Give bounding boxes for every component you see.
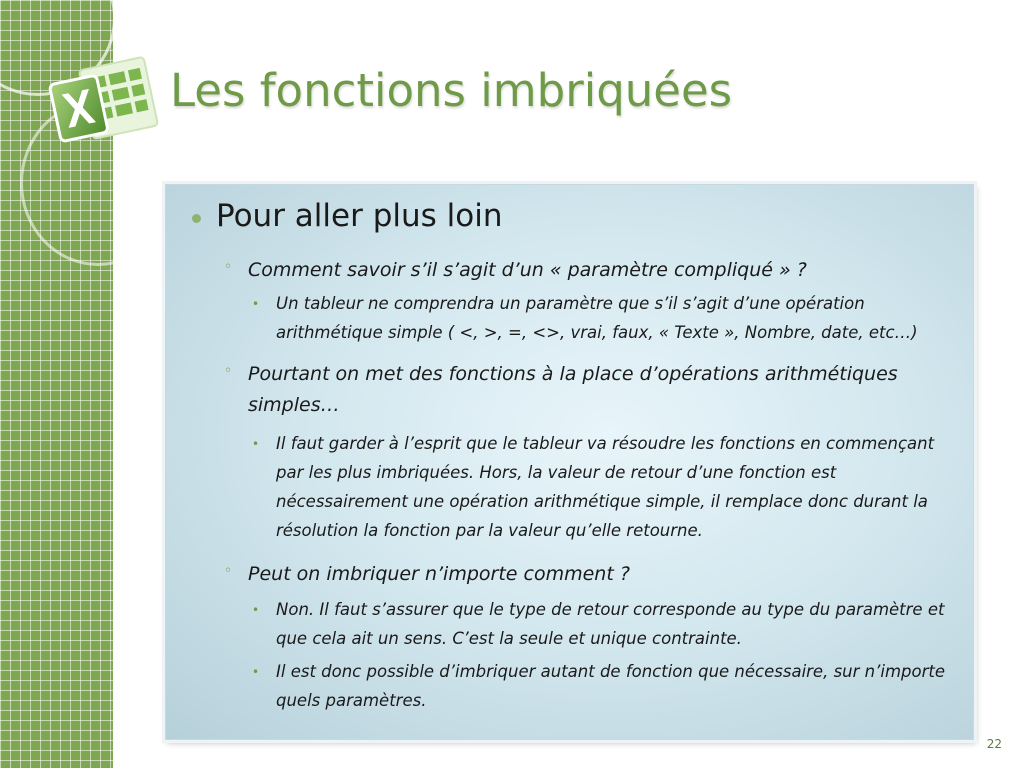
bullet-small-dot-icon: • (252, 437, 260, 451)
bullet-circle-icon: ◦ (224, 363, 233, 379)
bullet-small-dot-icon: • (252, 665, 260, 679)
slide-title: Les fonctions imbriquées (170, 64, 733, 117)
bullet-small-dot-icon: • (252, 297, 260, 311)
question-1: Comment savoir s’il s’agit d’un « paramètre compliqué » ? (248, 259, 807, 281)
content-panel (165, 184, 974, 740)
section-heading: Pour aller plus loin (216, 198, 503, 234)
bullet-dot-icon (192, 214, 201, 223)
question-3: Peut on imbriquer n’importe comment ? (248, 563, 630, 585)
question-3-detail-1: Non. Il faut s’assurer que le type de retour corresponde au type du paramètre et que cela ait un sens. C’est la seule et unique contrainte. (276, 600, 945, 648)
question-1-detail: Un tableur ne comprendra un paramètre que s’il s’agit d’une opération arithmétique simple ( <, >, =, <>, vrai, faux, « Texte », Nombre, date, etc…) (276, 294, 918, 342)
page-number: 22 (986, 737, 1002, 751)
bullet-circle-icon: ◦ (224, 563, 233, 579)
excel-logo-icon (48, 52, 160, 152)
question-2-detail: Il faut garder à l’esprit que le tableur va résoudre les fonctions en commençant par les plus imbriquées. Hors, la valeur de retour d’une fonction est nécessairement une opération arithmétique simple, il remplace donc durant la résolution la fonction par la valeur qu’elle retourne. (276, 434, 935, 540)
question-2: Pourtant on met des fonctions à la place d’opérations arithmétiques simples… (248, 363, 898, 416)
bullet-small-dot-icon: • (252, 603, 260, 617)
question-3-detail-2: Il est donc possible d’imbriquer autant de fonction que nécessaire, sur n’importe quels paramètres. (276, 662, 945, 710)
bullet-circle-icon: ◦ (224, 259, 233, 275)
